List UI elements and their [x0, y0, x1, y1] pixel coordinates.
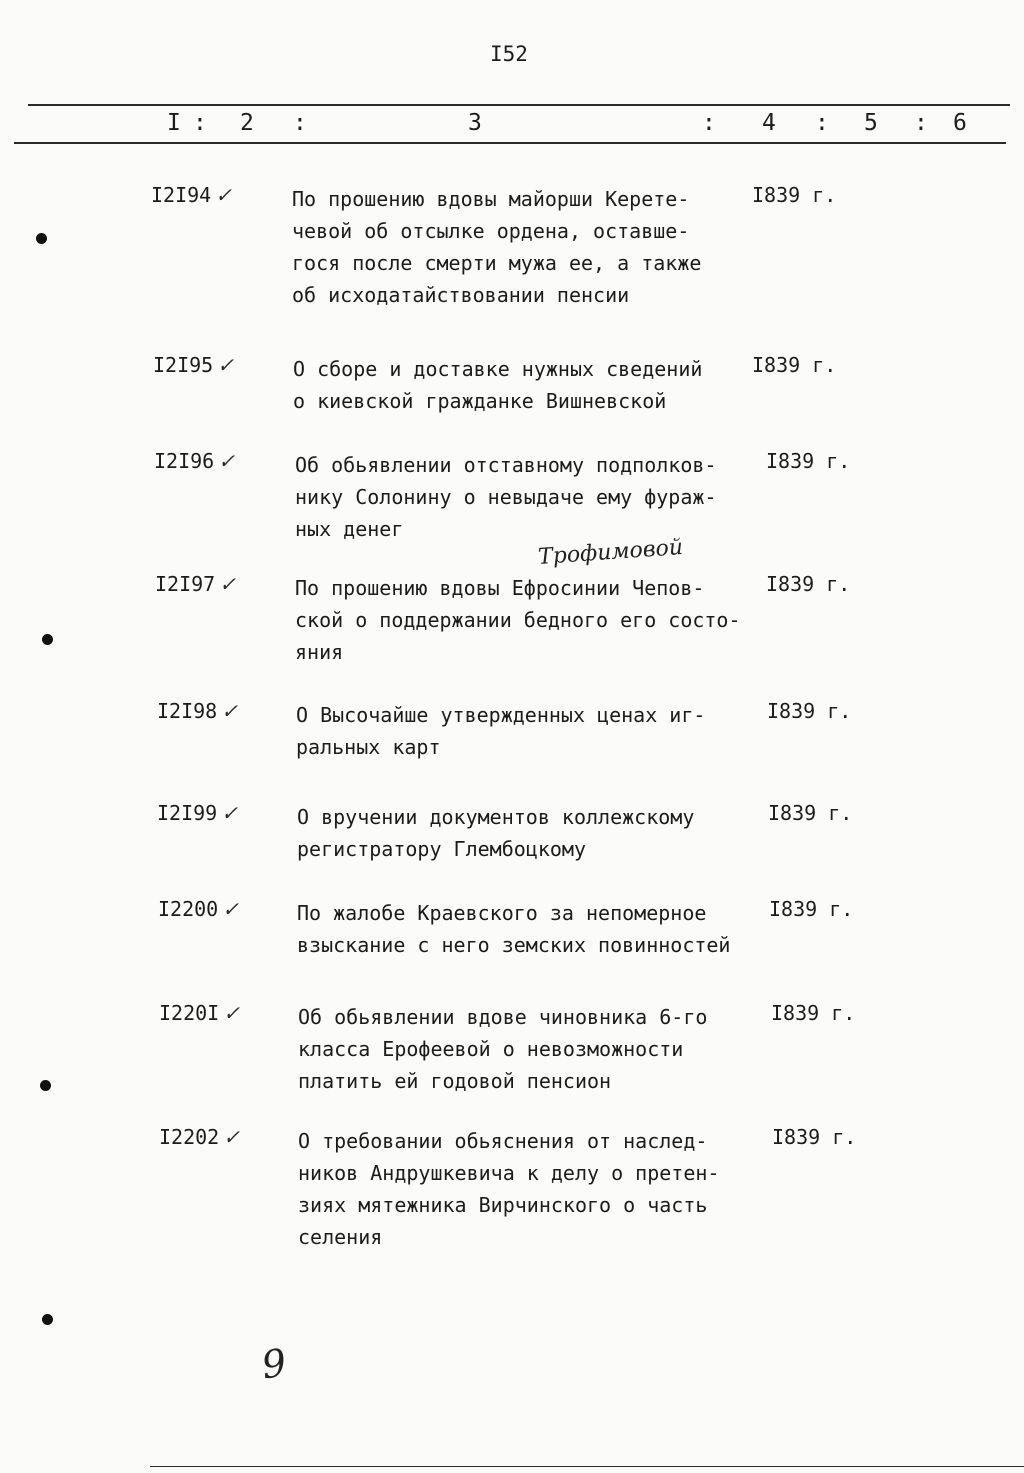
binding-hole — [42, 634, 53, 645]
column-separator: : — [293, 110, 307, 136]
entry-number: I2200 — [158, 897, 219, 921]
checkmark-icon: ✓ — [221, 801, 238, 825]
entry-year: I839 г. — [752, 183, 837, 207]
binding-hole — [36, 233, 47, 244]
column-2-label: 2 — [240, 110, 254, 136]
entry-description: По жалобе Краевского за непомерное взыскание с него земских повинностей — [297, 901, 731, 957]
entry-number: I2I97 — [155, 572, 216, 596]
entry-year: I839 г. — [769, 897, 854, 921]
column-header — [0, 110, 1024, 138]
entry-year: I839 г. — [766, 572, 851, 596]
binding-hole — [42, 1314, 53, 1325]
checkmark-icon: ✓ — [219, 572, 236, 596]
column-separator: : — [914, 110, 928, 136]
column-1-label: I — [167, 110, 181, 136]
checkmark-icon: ✓ — [223, 1125, 240, 1149]
entry-description: О Высочайше утвержденных ценах иг- ральных карт — [296, 703, 706, 759]
column-6-label: 6 — [953, 110, 967, 136]
entry-year: I839 г. — [766, 449, 851, 473]
checkmark-icon: ✓ — [223, 1001, 240, 1025]
page-edge-line — [150, 1466, 1024, 1467]
checkmark-icon: ✓ — [217, 353, 234, 377]
column-4-label: 4 — [762, 110, 776, 136]
page-number: I52 — [490, 42, 528, 66]
column-separator: : — [702, 110, 716, 136]
entry-year: I839 г. — [768, 801, 853, 825]
entry-number: I2I98 — [157, 699, 218, 723]
binding-hole — [40, 1080, 51, 1091]
entry-number: I2I96 — [154, 449, 215, 473]
header-rule-bottom — [14, 142, 1006, 144]
entry-number: I2I99 — [157, 801, 218, 825]
entry-description: О требовании обьяснения от наслед- ников Андрушкевича к делу о претен- зиях мятежника Вирчинского о часть селения — [298, 1129, 720, 1249]
checkmark-icon: ✓ — [221, 699, 238, 723]
entry-description: Об обьявлении вдове чиновника 6-го класса Ерофеевой о невозможности платить ей годовой пенсион — [298, 1005, 708, 1093]
column-separator: : — [193, 110, 207, 136]
handwritten-footer-mark: 9 — [259, 1340, 290, 1388]
entry-description: О вручении документов коллежскому регистратору Глембоцкому — [297, 805, 695, 861]
entry-description: О сборе и доставке нужных сведений о киевской гражданке Вишневской — [293, 357, 703, 413]
entry-description: Об обьявлении отставному подполков- нику Солонину о невыдаче ему фураж- ных денег — [295, 453, 717, 541]
entry-number: I2I94 — [151, 183, 212, 207]
entry-year: I839 г. — [772, 1125, 857, 1149]
checkmark-icon: ✓ — [215, 183, 232, 207]
entry-year: I839 г. — [771, 1001, 856, 1025]
checkmark-icon: ✓ — [222, 897, 239, 921]
column-3-label: 3 — [468, 110, 482, 136]
column-5-label: 5 — [864, 110, 878, 136]
entry-year: I839 г. — [767, 699, 852, 723]
entry-number: I220I — [159, 1001, 220, 1025]
checkmark-icon: ✓ — [218, 449, 235, 473]
column-separator: : — [815, 110, 829, 136]
handwritten-correction: Трофимовой — [537, 534, 684, 571]
entry-description: По прошению вдовы Ефросинии Чепов- ской о поддержании бедного его состо- яния — [295, 576, 741, 664]
entry-year: I839 г. — [752, 353, 837, 377]
entry-number: I2I95 — [153, 353, 214, 377]
entry-number: I2202 — [159, 1125, 220, 1149]
header-rule-top — [28, 104, 1010, 106]
entry-description: По прошению вдовы майорши Керете- чевой об отсылке ордена, оставше- гося после смерти мужа ее, а также об исходатайствовании пенсии — [292, 187, 702, 307]
